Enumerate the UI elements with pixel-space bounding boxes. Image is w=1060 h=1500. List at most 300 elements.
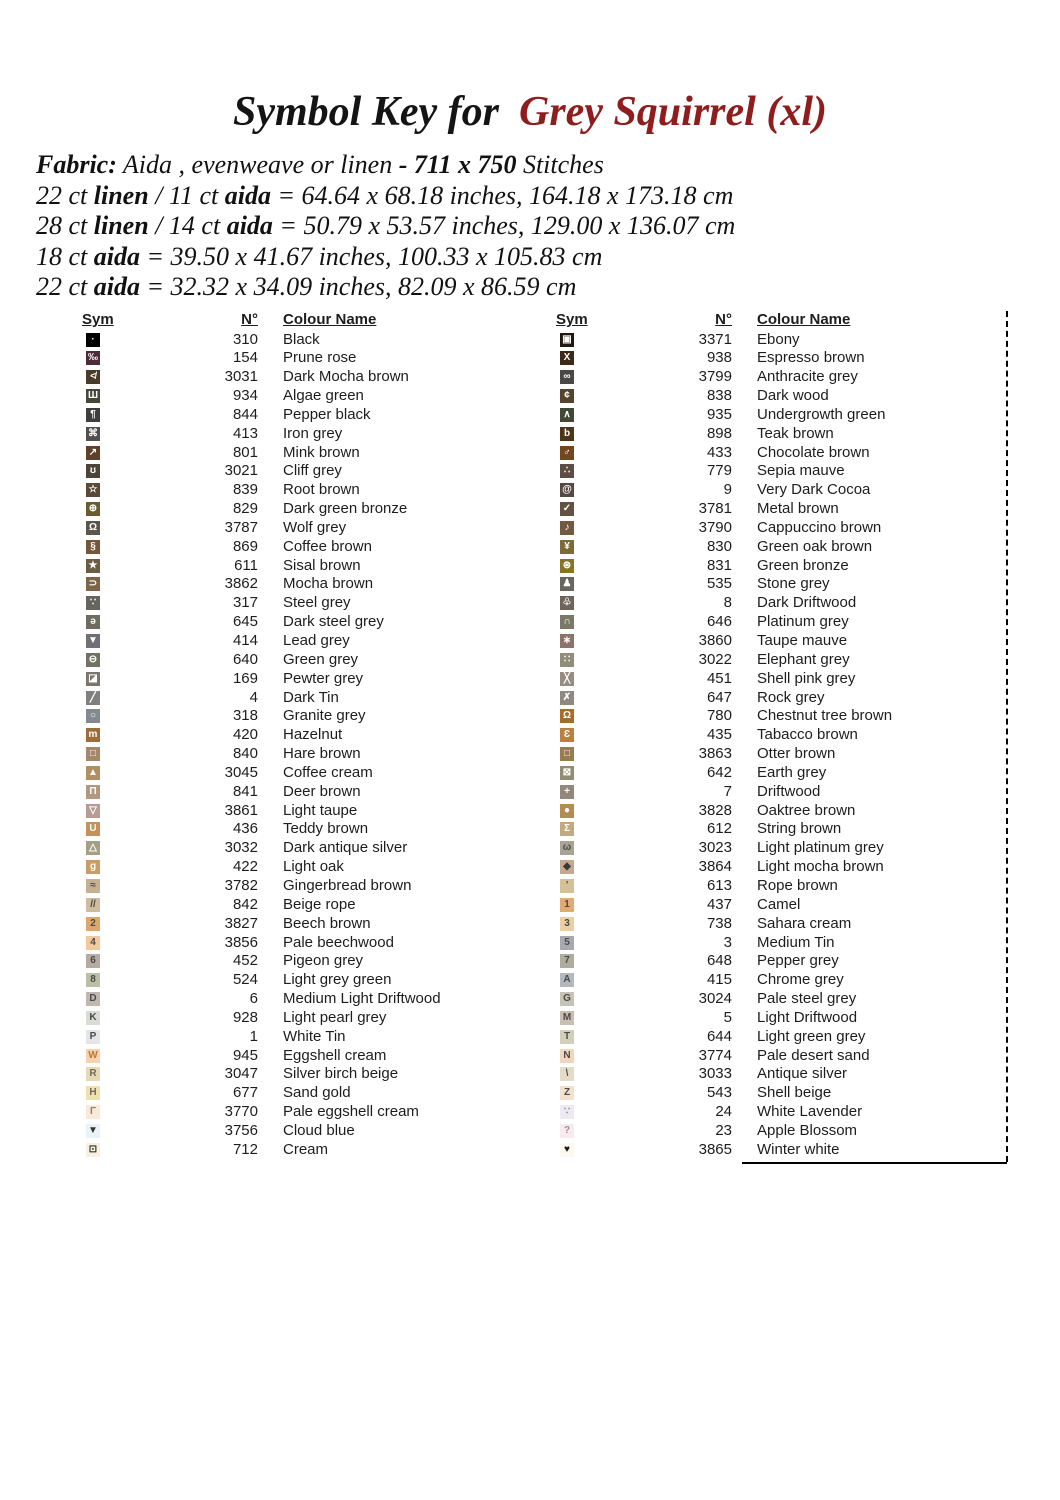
key-row	[556, 990, 1026, 1009]
key-row	[556, 632, 1026, 651]
thread-colour-name: Hazelnut	[283, 726, 343, 744]
key-row	[556, 462, 1026, 481]
thread-symbol: ʊ	[86, 464, 100, 478]
thread-number: 5	[723, 1008, 732, 1026]
thread-symbol: ↗	[86, 446, 100, 460]
fabric-line	[36, 211, 735, 242]
thread-number: 938	[706, 349, 732, 367]
thread-colour-name: Dark wood	[757, 387, 829, 405]
symbol-key-table-right	[556, 311, 1026, 1160]
thread-colour-name: Green bronze	[757, 556, 849, 574]
thread-symbol: △	[86, 841, 100, 855]
thread-number: 3856	[224, 933, 258, 951]
thread-symbol: □	[560, 747, 574, 761]
key-row	[556, 670, 1026, 689]
thread-symbol: m	[86, 728, 100, 742]
thread-number: 829	[232, 500, 258, 518]
key-row	[556, 331, 1026, 350]
thread-number: 3861	[224, 801, 258, 819]
thread-colour-name: Stone grey	[757, 575, 830, 593]
thread-colour-name: Chestnut tree brown	[757, 707, 893, 725]
thread-number: 644	[706, 1027, 732, 1045]
thread-colour-name: String brown	[757, 820, 842, 838]
key-row	[82, 915, 552, 934]
fabric-text-segment: 28 ct	[36, 211, 94, 241]
thread-number: 839	[232, 481, 258, 499]
thread-symbol: 7	[560, 954, 574, 968]
key-row	[82, 745, 552, 764]
header-colour-name: Colour Name	[757, 311, 851, 328]
symbol-key-table-left	[82, 311, 552, 1160]
thread-colour-name: Earth grey	[757, 763, 827, 781]
key-row	[556, 1122, 1026, 1141]
thread-symbol: Ω	[560, 709, 574, 723]
thread-number: 831	[706, 556, 732, 574]
key-row	[82, 707, 552, 726]
thread-colour-name: Light taupe	[283, 801, 358, 819]
thread-colour-name: Sand gold	[283, 1084, 351, 1102]
thread-symbol: 5	[560, 936, 574, 950]
thread-colour-name: Granite grey	[283, 707, 366, 725]
thread-symbol: ∷	[560, 653, 574, 667]
fabric-line	[36, 242, 735, 273]
page-title-pattern-name: Grey Squirrel (xl)	[518, 89, 827, 135]
key-row	[82, 971, 552, 990]
thread-symbol: ∵	[86, 596, 100, 610]
key-row	[82, 1122, 552, 1141]
key-row	[82, 387, 552, 406]
thread-colour-name: Root brown	[283, 481, 360, 499]
thread-number: 9	[723, 481, 732, 499]
thread-symbol: ∴	[560, 464, 574, 478]
key-row	[556, 368, 1026, 387]
key-row	[556, 726, 1026, 745]
thread-number: 611	[234, 556, 258, 574]
thread-colour-name: Lead grey	[283, 632, 350, 649]
thread-number: 3022	[698, 650, 732, 668]
thread-symbol: //	[86, 898, 100, 912]
thread-colour-name: Cream	[283, 1140, 329, 1158]
thread-number: 3032	[224, 839, 258, 857]
key-row	[556, 820, 1026, 839]
thread-symbol: ¥	[560, 540, 574, 554]
thread-number: 642	[706, 763, 732, 781]
thread-colour-name: Eggshell cream	[283, 1046, 387, 1064]
thread-colour-name: Iron grey	[283, 424, 343, 442]
thread-number: 422	[232, 858, 258, 876]
fabric-text-segment: = 32.32 x 34.09 inches, 82.09 x 86.59 cm	[140, 272, 577, 302]
key-row	[82, 896, 552, 915]
thread-number: 3781	[698, 500, 732, 518]
fabric-text-segment: Fabric:	[36, 150, 117, 179]
key-row	[82, 877, 552, 896]
thread-number: 437	[706, 895, 732, 913]
thread-symbol: ‰	[88, 352, 98, 364]
key-row	[82, 726, 552, 745]
thread-symbol: N	[560, 1049, 574, 1063]
thread-number: 3033	[698, 1065, 732, 1083]
thread-colour-name: Dark Driftwood	[757, 594, 857, 612]
thread-number: 3024	[698, 990, 732, 1008]
header-number: N°	[241, 311, 258, 328]
key-row	[556, 802, 1026, 821]
thread-symbol: g	[86, 860, 100, 874]
key-row	[82, 689, 552, 708]
key-row	[556, 971, 1026, 990]
thread-symbol: ’	[560, 879, 574, 893]
thread-number: 7	[723, 782, 732, 800]
thread-colour-name: Cloud blue	[283, 1121, 355, 1139]
thread-symbol: □	[86, 747, 100, 761]
fabric-info	[36, 150, 735, 303]
key-row	[556, 1009, 1026, 1028]
thread-symbol: G	[560, 992, 574, 1006]
thread-number: 928	[232, 1008, 258, 1026]
table-rows-left	[82, 331, 552, 1160]
thread-colour-name: Light pearl grey	[283, 1008, 387, 1026]
thread-symbol: ∵	[560, 1105, 574, 1119]
thread-symbol: ◪	[86, 672, 100, 686]
thread-colour-name: Medium Tin	[757, 933, 835, 951]
thread-symbol: ♂	[560, 446, 574, 460]
thread-colour-name: Silver birch beige	[283, 1065, 399, 1083]
thread-colour-name: Mink brown	[283, 443, 360, 461]
thread-number: 934	[232, 387, 258, 405]
thread-symbol: Ω	[86, 521, 100, 535]
thread-colour-name: Light grey green	[283, 971, 392, 989]
key-row	[556, 896, 1026, 915]
thread-symbol: ✓	[560, 502, 574, 516]
key-row	[82, 613, 552, 632]
thread-colour-name: Pale eggshell cream	[283, 1103, 419, 1121]
thread-symbol: §	[86, 540, 100, 554]
key-row	[556, 557, 1026, 576]
thread-symbol: ≈	[86, 879, 100, 893]
fabric-text-segment: aida	[226, 211, 273, 241]
thread-number: 646	[706, 613, 732, 631]
thread-symbol: ·	[86, 333, 100, 347]
thread-number: 318	[232, 707, 258, 725]
thread-colour-name: Sepia mauve	[757, 462, 845, 480]
header-sym: Sym	[82, 311, 114, 328]
key-row	[556, 952, 1026, 971]
thread-colour-name: Oaktree brown	[757, 801, 856, 819]
thread-symbol: P	[86, 1030, 100, 1044]
thread-colour-name: Light platinum grey	[757, 839, 884, 857]
thread-number: 3	[723, 933, 732, 951]
key-row	[82, 481, 552, 500]
fabric-text-segment: aida	[224, 180, 271, 210]
thread-symbol: ♪	[560, 521, 574, 535]
thread-symbol: ⊡	[86, 1143, 100, 1157]
key-row	[556, 877, 1026, 896]
thread-colour-name: Shell beige	[757, 1084, 832, 1102]
thread-number: 898	[706, 424, 732, 442]
key-row	[82, 990, 552, 1009]
key-row	[82, 839, 552, 858]
thread-colour-name: Beige rope	[283, 895, 356, 913]
thread-symbol: U	[86, 822, 100, 836]
thread-colour-name: Pale beechwood	[283, 933, 394, 951]
thread-number: 945	[232, 1046, 258, 1064]
thread-number: 3828	[698, 801, 732, 819]
thread-symbol: ╱	[86, 691, 100, 705]
key-row	[556, 858, 1026, 877]
thread-symbol: ∗	[560, 634, 574, 648]
key-row	[556, 425, 1026, 444]
thread-symbol: W	[86, 1049, 100, 1063]
key-row	[556, 689, 1026, 708]
key-row	[556, 1047, 1026, 1066]
key-row	[82, 519, 552, 538]
thread-colour-name: Prune rose	[283, 349, 357, 367]
thread-symbol: ⊛	[560, 559, 574, 573]
thread-symbol: ≮	[86, 370, 100, 384]
thread-symbol: 6	[86, 954, 100, 968]
thread-number: 738	[706, 914, 732, 932]
header-number: N°	[715, 311, 732, 328]
thread-symbol: 1	[560, 898, 574, 912]
thread-colour-name: Undergrowth green	[757, 405, 886, 423]
thread-colour-name: Tabacco brown	[757, 726, 858, 744]
thread-colour-name: Pewter grey	[283, 669, 364, 687]
thread-colour-name: Metal brown	[757, 500, 839, 518]
thread-symbol: Γ	[86, 1105, 100, 1119]
fabric-text-segment: 18 ct	[36, 241, 94, 271]
thread-colour-name: Very Dark Cocoa	[757, 481, 871, 499]
key-row	[82, 1047, 552, 1066]
thread-symbol: ⊃	[86, 577, 100, 591]
thread-number: 3790	[698, 518, 732, 536]
thread-number: 801	[232, 443, 258, 461]
thread-number: 451	[706, 669, 732, 687]
key-row	[556, 481, 1026, 500]
thread-symbol: K	[86, 1011, 100, 1025]
fabric-text-segment: linen	[93, 180, 149, 210]
thread-symbol: 8	[86, 973, 100, 987]
thread-number: 3371	[698, 330, 732, 348]
key-row	[82, 934, 552, 953]
key-row	[556, 745, 1026, 764]
thread-symbol: Π	[86, 785, 100, 799]
thread-number: 645	[232, 613, 258, 631]
key-row	[556, 915, 1026, 934]
thread-symbol: Ш	[87, 390, 99, 402]
key-row	[556, 387, 1026, 406]
thread-number: 8	[723, 594, 732, 612]
key-row	[82, 406, 552, 425]
fabric-text-segment: 22 ct	[36, 272, 94, 302]
key-row	[82, 425, 552, 444]
thread-colour-name: Light Driftwood	[757, 1008, 858, 1026]
thread-symbol: D	[86, 992, 100, 1006]
key-row	[82, 783, 552, 802]
thread-symbol: Σ	[560, 822, 574, 836]
thread-symbol: b	[560, 427, 574, 441]
thread-number: 3787	[224, 518, 258, 536]
thread-number: 869	[232, 537, 258, 555]
fabric-line	[36, 150, 735, 181]
thread-number: 24	[715, 1103, 732, 1121]
thread-number: 414	[232, 632, 258, 649]
key-row	[556, 500, 1026, 519]
thread-colour-name: Mocha brown	[283, 575, 374, 593]
thread-colour-name: Rope brown	[757, 876, 838, 894]
thread-symbol: ə	[86, 615, 100, 629]
thread-number: 3047	[224, 1065, 258, 1083]
key-row	[556, 764, 1026, 783]
thread-number: 3045	[224, 763, 258, 781]
thread-symbol: ∞	[560, 370, 574, 384]
thread-symbol: ¶	[86, 408, 100, 422]
fabric-text-segment: linen	[93, 211, 149, 241]
thread-number: 3770	[224, 1103, 258, 1121]
key-row	[82, 594, 552, 613]
key-row	[82, 1103, 552, 1122]
thread-number: 612	[706, 820, 732, 838]
table-rows-right	[556, 331, 1026, 1160]
thread-number: 712	[232, 1140, 258, 1158]
thread-symbol: Ɛ	[560, 728, 574, 742]
key-row	[556, 575, 1026, 594]
thread-colour-name: Otter brown	[757, 745, 836, 763]
thread-colour-name: Dark green bronze	[283, 500, 408, 518]
thread-number: 842	[232, 895, 258, 913]
key-row	[556, 538, 1026, 557]
thread-symbol: ω	[560, 841, 574, 855]
thread-number: 3021	[224, 462, 258, 480]
fabric-text-segment: / 11 ct	[148, 180, 225, 210]
thread-number: 6	[249, 990, 258, 1008]
thread-colour-name: Shell pink grey	[757, 669, 856, 687]
thread-symbol: X	[560, 351, 574, 365]
thread-number: 844	[232, 405, 258, 423]
key-row	[556, 1084, 1026, 1103]
key-row	[556, 839, 1026, 858]
thread-colour-name: Winter white	[757, 1140, 840, 1158]
thread-number: 3860	[698, 632, 732, 649]
table-header	[82, 311, 552, 331]
thread-colour-name: Chocolate brown	[757, 443, 870, 461]
thread-number: 3863	[698, 745, 732, 763]
thread-colour-name: Cappuccino brown	[757, 518, 882, 536]
thread-number: 841	[232, 782, 258, 800]
fabric-text-segment: = 39.50 x 41.67 inches, 100.33 x 105.83 cm	[140, 241, 603, 271]
key-row	[556, 406, 1026, 425]
thread-colour-name: Gingerbread brown	[283, 876, 412, 894]
thread-number: 648	[706, 952, 732, 970]
key-row	[82, 331, 552, 350]
thread-symbol: ●	[560, 804, 574, 818]
thread-symbol: ∩	[560, 615, 574, 629]
thread-colour-name: Coffee cream	[283, 763, 373, 781]
thread-number: 524	[232, 971, 258, 989]
thread-number: 23	[715, 1121, 732, 1139]
fabric-line	[36, 181, 735, 212]
thread-colour-name: White Tin	[283, 1027, 346, 1045]
thread-number: 935	[706, 405, 732, 423]
thread-symbol: R	[86, 1067, 100, 1081]
thread-colour-name: Medium Light Driftwood	[283, 990, 441, 1008]
key-row	[82, 557, 552, 576]
thread-symbol: +	[560, 785, 574, 799]
fabric-text-segment: = 64.64 x 68.18 inches, 164.18 x 173.18 cm	[270, 180, 734, 210]
thread-colour-name: Antique silver	[757, 1065, 848, 1083]
thread-colour-name: Sisal brown	[283, 556, 361, 574]
thread-number: 413	[232, 424, 258, 442]
key-row	[82, 802, 552, 821]
thread-number: 1	[249, 1027, 258, 1045]
key-row	[556, 1141, 1026, 1160]
thread-symbol: ★	[86, 559, 100, 573]
thread-symbol: 3	[560, 917, 574, 931]
thread-colour-name: Apple Blossom	[757, 1121, 858, 1139]
thread-number: 415	[706, 971, 732, 989]
fabric-text-segment: - 711 x 750	[398, 150, 517, 179]
page-title-prefix: Symbol Key for	[233, 89, 499, 135]
thread-colour-name: Dark Mocha brown	[283, 368, 409, 386]
thread-symbol: ✗	[560, 691, 574, 705]
key-row	[82, 462, 552, 481]
thread-colour-name: Camel	[757, 895, 801, 913]
key-row	[556, 783, 1026, 802]
key-row	[82, 500, 552, 519]
thread-number: 3023	[698, 839, 732, 857]
key-row	[82, 651, 552, 670]
key-row	[82, 349, 552, 368]
key-row	[82, 632, 552, 651]
thread-symbol: ⊖	[86, 653, 100, 667]
key-row	[82, 858, 552, 877]
key-row	[82, 444, 552, 463]
thread-number: 169	[232, 669, 258, 687]
thread-symbol: @	[560, 483, 574, 497]
thread-colour-name: Hare brown	[283, 745, 361, 763]
thread-colour-name: Taupe mauve	[757, 632, 848, 649]
key-row	[82, 1028, 552, 1047]
key-row	[82, 670, 552, 689]
thread-colour-name: Dark steel grey	[283, 613, 384, 631]
key-row	[82, 1065, 552, 1084]
thread-number: 543	[706, 1084, 732, 1102]
fabric-text-segment: = 50.79 x 53.57 inches, 129.00 x 136.07 cm	[272, 211, 736, 241]
key-row	[556, 613, 1026, 632]
thread-number: 3827	[224, 914, 258, 932]
key-row	[556, 1065, 1026, 1084]
key-row	[556, 651, 1026, 670]
thread-symbol: ∧	[560, 408, 574, 422]
thread-colour-name: Light green grey	[757, 1027, 866, 1045]
thread-symbol: H	[86, 1086, 100, 1100]
thread-number: 779	[706, 462, 732, 480]
thread-colour-name: Black	[283, 330, 320, 348]
thread-colour-name: Wolf grey	[283, 518, 347, 536]
fabric-text-segment: 22 ct	[36, 180, 94, 210]
key-row	[82, 575, 552, 594]
thread-number: 3782	[224, 876, 258, 894]
thread-colour-name: Light oak	[283, 858, 344, 876]
key-row	[82, 368, 552, 387]
thread-number: 3756	[224, 1121, 258, 1139]
thread-number: 830	[706, 537, 732, 555]
thread-colour-name: Beech brown	[283, 914, 371, 932]
fabric-text-segment: / 14 ct	[148, 211, 227, 241]
key-row	[82, 820, 552, 839]
thread-number: 4	[249, 688, 258, 706]
key-row	[82, 538, 552, 557]
thread-colour-name: Green grey	[283, 650, 359, 668]
thread-number: 310	[232, 330, 258, 348]
